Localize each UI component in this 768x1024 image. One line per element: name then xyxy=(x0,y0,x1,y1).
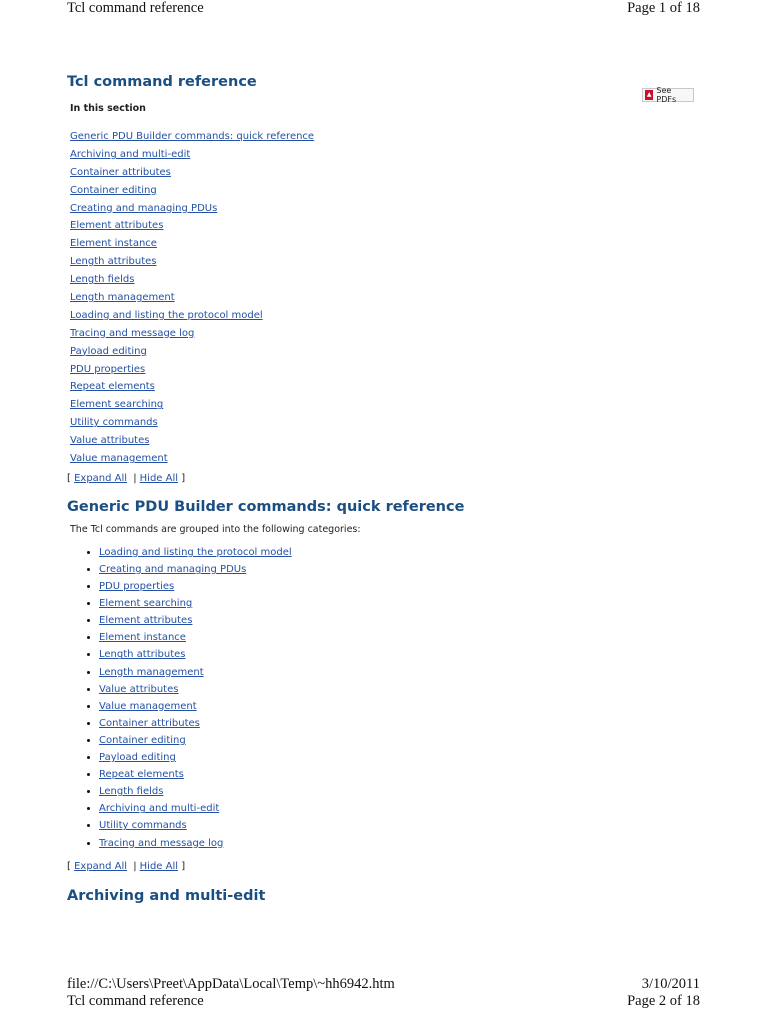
expand-hide-controls xyxy=(67,471,700,487)
hide-all-link[interactable]: Hide All xyxy=(139,860,179,872)
print-header-title: Tcl command reference xyxy=(67,0,204,16)
section-heading-archiving: Archiving and multi-edit xyxy=(67,887,266,904)
toc-link[interactable]: Payload editing xyxy=(70,345,147,357)
bracket-close: ] xyxy=(181,472,186,484)
category-link[interactable]: Utility commands xyxy=(99,820,187,832)
toc-link[interactable]: Element attributes xyxy=(70,220,164,232)
toc-item xyxy=(70,411,700,429)
separator: | xyxy=(133,860,137,872)
footer-row-1 xyxy=(67,976,700,993)
see-pdfs-label: See PDFs xyxy=(656,86,677,104)
section-heading-quick-reference: Generic PDU Builder commands: quick reference xyxy=(67,498,465,515)
category-link[interactable]: Value management xyxy=(99,700,197,712)
category-link[interactable]: Payload editing xyxy=(99,752,176,764)
category-list xyxy=(67,544,700,852)
category-item xyxy=(99,749,700,766)
category-item xyxy=(99,612,700,629)
toc-item xyxy=(70,375,700,393)
toc-link[interactable]: Tracing and message log xyxy=(70,327,195,339)
category-item xyxy=(99,561,700,578)
section-intro: The Tcl commands are grouped into the following categories: xyxy=(70,523,361,535)
bracket-open: [ xyxy=(67,860,71,872)
toc-link[interactable]: Length attributes xyxy=(70,256,157,268)
document-content xyxy=(67,72,700,906)
toc-item xyxy=(70,322,700,340)
category-item xyxy=(99,835,700,852)
category-item xyxy=(99,715,700,732)
category-item xyxy=(99,732,700,749)
category-item xyxy=(99,698,700,715)
pdf-icon: ▲ xyxy=(646,91,652,98)
toc-link[interactable]: Archiving and multi-edit xyxy=(70,148,191,160)
category-item xyxy=(99,800,700,817)
bracket-close: ] xyxy=(181,860,186,872)
expand-all-link[interactable]: Expand All xyxy=(74,860,128,872)
category-link[interactable]: Creating and managing PDUs xyxy=(99,564,247,576)
bracket-open: [ xyxy=(67,472,71,484)
hide-all-link[interactable]: Hide All xyxy=(139,472,179,484)
toc-link[interactable]: Element instance xyxy=(70,238,157,250)
category-link[interactable]: Tracing and message log xyxy=(99,837,224,849)
toc-link[interactable]: Length fields xyxy=(70,274,135,286)
toc-link[interactable]: PDU properties xyxy=(70,363,146,375)
category-link[interactable]: Length attributes xyxy=(99,649,186,661)
category-item xyxy=(99,544,700,561)
footer-page: Page 2 of 18 xyxy=(627,993,700,1009)
toc-item xyxy=(70,143,700,161)
print-footer xyxy=(67,976,700,1010)
category-item xyxy=(99,595,700,612)
toc-link[interactable]: Creating and managing PDUs xyxy=(70,202,218,214)
toc-link[interactable]: Value management xyxy=(70,453,168,465)
toc-list xyxy=(70,125,700,465)
toc-link[interactable]: Generic PDU Builder commands: quick reference xyxy=(70,131,315,142)
toc-item xyxy=(70,214,700,232)
in-this-section-label: In this section xyxy=(70,103,146,114)
expand-hide-controls-2 xyxy=(67,859,700,875)
category-link[interactable]: Container attributes xyxy=(99,717,200,729)
category-link[interactable]: Container editing xyxy=(99,734,186,746)
footer-row-2 xyxy=(67,993,700,1010)
toc-item xyxy=(70,250,700,268)
category-item xyxy=(99,629,700,646)
category-link[interactable]: PDU properties xyxy=(99,581,175,593)
toc-item xyxy=(70,197,700,215)
category-item xyxy=(99,646,700,663)
see-pdfs-button[interactable] xyxy=(642,88,694,102)
category-link[interactable]: Element searching xyxy=(99,598,193,610)
toc-link[interactable]: Container attributes xyxy=(70,166,171,178)
toc-link[interactable]: Utility commands xyxy=(70,417,158,429)
category-link[interactable]: Loading and listing the protocol model xyxy=(99,546,292,558)
toc-item xyxy=(70,161,700,179)
category-link[interactable]: Value attributes xyxy=(99,683,179,695)
category-item xyxy=(99,578,700,595)
toc-link[interactable]: Value attributes xyxy=(70,435,150,447)
category-link[interactable]: Element attributes xyxy=(99,615,193,627)
toc-item xyxy=(70,125,700,143)
toc-item xyxy=(70,304,700,322)
print-header-page: Page 1 of 18 xyxy=(627,0,700,16)
category-item xyxy=(99,783,700,800)
toc-item xyxy=(70,232,700,250)
expand-all-link[interactable]: Expand All xyxy=(74,472,128,484)
toc-item xyxy=(70,447,700,465)
toc-link[interactable]: Length management xyxy=(70,292,175,304)
page-title: Tcl command reference xyxy=(67,74,257,90)
category-link[interactable]: Element instance xyxy=(99,632,186,644)
category-item xyxy=(99,817,700,834)
toc-link[interactable]: Container editing xyxy=(70,184,157,196)
category-item xyxy=(99,664,700,681)
footer-title: Tcl command reference xyxy=(67,993,204,1009)
toc-item xyxy=(70,358,700,376)
category-link[interactable]: Repeat elements xyxy=(99,769,184,781)
toc-item xyxy=(70,340,700,358)
print-header xyxy=(67,0,700,17)
footer-path: file://C:\Users\Preet\AppData\Local\Temp\~hh6942.htm xyxy=(67,976,395,992)
category-link[interactable]: Archiving and multi-edit xyxy=(99,803,220,815)
toc-item xyxy=(70,268,700,286)
toc-link[interactable]: Loading and listing the protocol model xyxy=(70,309,263,321)
separator: | xyxy=(133,472,137,484)
category-link[interactable]: Length fields xyxy=(99,786,164,798)
toc-item xyxy=(70,429,700,447)
category-item xyxy=(99,766,700,783)
toc-item xyxy=(70,286,700,304)
footer-date: 3/10/2011 xyxy=(641,976,700,992)
category-item xyxy=(99,681,700,698)
toc-link[interactable]: Repeat elements xyxy=(70,381,155,393)
toc-link[interactable]: Element searching xyxy=(70,399,164,411)
category-link[interactable]: Length management xyxy=(99,666,204,678)
toc-item xyxy=(70,393,700,411)
toc-item xyxy=(70,179,700,197)
